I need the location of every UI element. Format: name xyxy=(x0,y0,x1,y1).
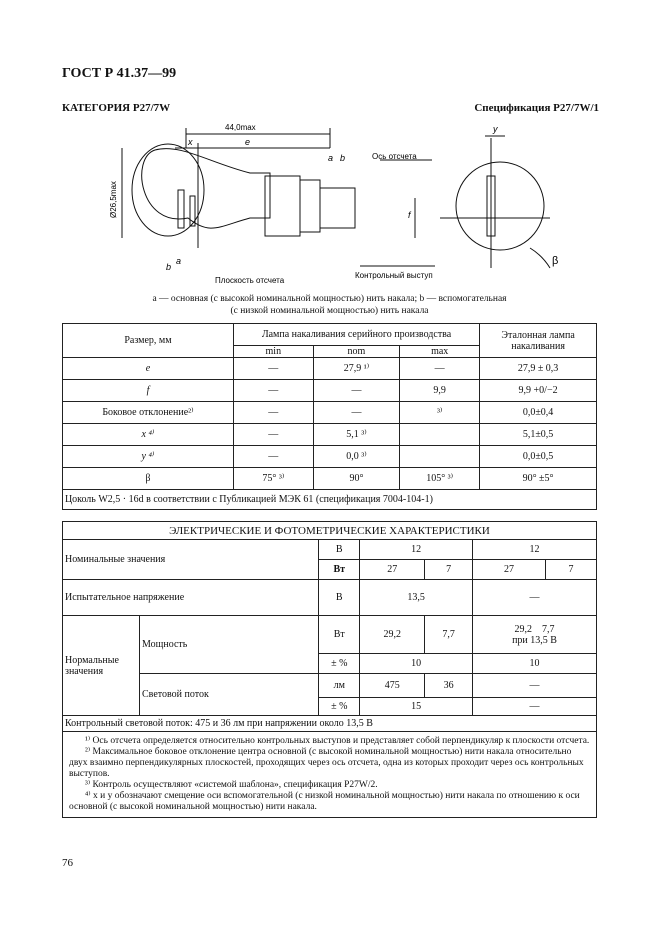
table-row xyxy=(63,424,597,446)
row-nom: 90° xyxy=(313,468,400,490)
power-main: 29,2 xyxy=(360,616,425,654)
flux-ref: — xyxy=(473,674,597,698)
label-a-top: a xyxy=(328,153,334,163)
nominal-w-main-ref: 27 xyxy=(473,560,546,580)
row-max xyxy=(400,446,480,468)
row-min: 75° ³⁾ xyxy=(233,468,313,490)
row-ref: 5,1±0,5 xyxy=(480,424,597,446)
flux-aux: 36 xyxy=(425,674,473,698)
label-a-bottom: a xyxy=(176,256,182,266)
footnote-4: ⁴⁾ x и y обозначают смещение оси вспомогательной (с низкой номинальной мощностью) нити накала по отношению к оси основной (с высокой номинальной мощностью) нити накала. xyxy=(69,791,580,812)
row-nom: 27,9 ¹⁾ xyxy=(313,358,400,380)
row-nom: 5,1 ³⁾ xyxy=(313,424,400,446)
nominal-w-aux-ref: 7 xyxy=(546,560,597,580)
nominal-v: 12 xyxy=(360,540,473,560)
unit-v: В xyxy=(319,540,360,560)
lamp-drawing xyxy=(100,118,570,293)
power-label: Мощность xyxy=(140,616,319,674)
table-row xyxy=(63,468,597,490)
footnote-2: ²⁾ Максимальное боковое отклонение центра основной (с высокой номинальной мощностью) нити накала относительно двух взаимно перпендикулярных плоскостей, проходящих через ось отсчета, одна из которых проходит через ось контрольных выступов. xyxy=(69,747,584,779)
power-ref-main: 29,2 xyxy=(514,623,532,635)
row-name: y ⁴⁾ xyxy=(63,446,234,468)
nominal-w-aux: 7 xyxy=(425,560,473,580)
label-control-lug: Контрольный выступ xyxy=(355,271,433,280)
bulb-outline xyxy=(142,149,270,229)
normal-label: Нормальные значения xyxy=(63,616,140,716)
test-voltage-label: Испытательное напряжение xyxy=(63,580,319,616)
col-max: max xyxy=(400,346,480,358)
row-name: Боковое отклонение²⁾ xyxy=(63,402,234,424)
col-min: min xyxy=(233,346,313,358)
table-row xyxy=(63,402,597,424)
label-reference-plane: Плоскость отсчета xyxy=(215,276,285,285)
table-row xyxy=(63,380,597,402)
unit-w: Вт xyxy=(319,616,360,654)
row-ref: 0,0±0,4 xyxy=(480,402,597,424)
row-max: 9,9 xyxy=(400,380,480,402)
power-aux: 7,7 xyxy=(425,616,473,654)
spec-label: Спецификация P27/7W/1 xyxy=(474,102,599,114)
table-row xyxy=(63,446,597,468)
caption-line-2: (с низкой номинальной мощностью) нить накала xyxy=(230,306,429,316)
col-serial: Лампа накаливания серийного производства xyxy=(233,324,479,346)
table-row xyxy=(63,358,597,380)
row-min: — xyxy=(233,446,313,468)
label-reference-axis: Ось отсчета xyxy=(372,152,417,161)
standard-title: ГОСТ Р 41.37—99 xyxy=(62,66,177,81)
power-ref-aux: 7,7 xyxy=(542,623,555,635)
unit-w: Вт xyxy=(319,560,360,580)
row-max: ³⁾ xyxy=(400,402,480,424)
col-dim: Размер, мм xyxy=(63,324,234,358)
label-b-bottom: b xyxy=(166,262,172,272)
unit-lm: лм xyxy=(319,674,360,698)
dim-e: e xyxy=(245,137,251,147)
row-name: x ⁴⁾ xyxy=(63,424,234,446)
caption-line-1: a — основная (с высокой номинальной мощностью) нить накала; b — вспомогательная xyxy=(152,294,507,304)
dim-diameter: Ø26,5max xyxy=(109,181,118,218)
flux-main: 475 xyxy=(360,674,425,698)
control-flux: Контрольный световой поток: 475 и 36 лм при напряжении около 13,5 В xyxy=(63,716,597,732)
flux-tol: 15 xyxy=(360,698,473,716)
row-min: — xyxy=(233,424,313,446)
nominal-w-main: 27 xyxy=(360,560,425,580)
unit-pm: ± % xyxy=(319,654,360,674)
row-nom: — xyxy=(313,402,400,424)
dim-beta: β xyxy=(552,255,559,267)
power-ref xyxy=(473,616,597,654)
row-name: β xyxy=(63,468,234,490)
dim-y: y xyxy=(493,124,498,134)
elec-title: ЭЛЕКТРИЧЕСКИЕ И ФОТОМЕТРИЧЕСКИЕ ХАРАКТЕРИСТИКИ xyxy=(63,522,597,540)
row-nom: — xyxy=(313,380,400,402)
dim-x: x xyxy=(188,137,193,147)
row-min: — xyxy=(233,358,313,380)
test-voltage-value: 13,5 xyxy=(360,580,473,616)
row-max xyxy=(400,424,480,446)
power-tol-ref: 10 xyxy=(473,654,597,674)
unit-pm: ± % xyxy=(319,698,360,716)
footnote-1: ¹⁾ Ось отсчета определяется относительно контрольных выступов и представляет собой перпендикуляр к плоскости отсчета. xyxy=(85,736,590,746)
spec-table xyxy=(62,323,597,510)
footnotes xyxy=(63,732,597,818)
dim-f: f xyxy=(408,210,411,220)
col-ref: Эталонная лампа накаливания xyxy=(480,324,597,358)
row-name: f xyxy=(63,380,234,402)
row-ref: 0,0±0,5 xyxy=(480,446,597,468)
cap-row: Цоколь W2,5 · 16d в соответствии с Публикацией МЭК 61 (спецификация 7004-104-1) xyxy=(63,490,597,510)
page-number: 76 xyxy=(62,857,73,869)
row-min: — xyxy=(233,402,313,424)
nominal-label: Номинальные значения xyxy=(63,540,319,580)
electrical-table xyxy=(62,521,597,818)
power-ref-note: при 13,5 В xyxy=(512,634,557,646)
figure-caption xyxy=(62,293,597,317)
row-name: e xyxy=(63,358,234,380)
row-max: — xyxy=(400,358,480,380)
test-voltage-ref: — xyxy=(473,580,597,616)
flux-tol-ref: — xyxy=(473,698,597,716)
row-ref: 9,9 +0/−2 xyxy=(480,380,597,402)
nominal-v-ref: 12 xyxy=(473,540,597,560)
unit-v: В xyxy=(319,580,360,616)
footnote-3: ³⁾ Контроль осуществляют «системой шаблона», спецификация P27W/2. xyxy=(85,780,378,790)
col-nom: nom xyxy=(313,346,400,358)
dim-length: 44,0max xyxy=(225,123,256,132)
row-max: 105° ³⁾ xyxy=(400,468,480,490)
category-label: КАТЕГОРИЯ P27/7W xyxy=(62,102,171,114)
row-ref: 90° ±5° xyxy=(480,468,597,490)
flux-label: Световой поток xyxy=(140,674,319,716)
row-nom: 0,0 ³⁾ xyxy=(313,446,400,468)
label-b-top: b xyxy=(340,153,346,163)
power-tol: 10 xyxy=(360,654,473,674)
row-min: — xyxy=(233,380,313,402)
row-ref: 27,9 ± 0,3 xyxy=(480,358,597,380)
